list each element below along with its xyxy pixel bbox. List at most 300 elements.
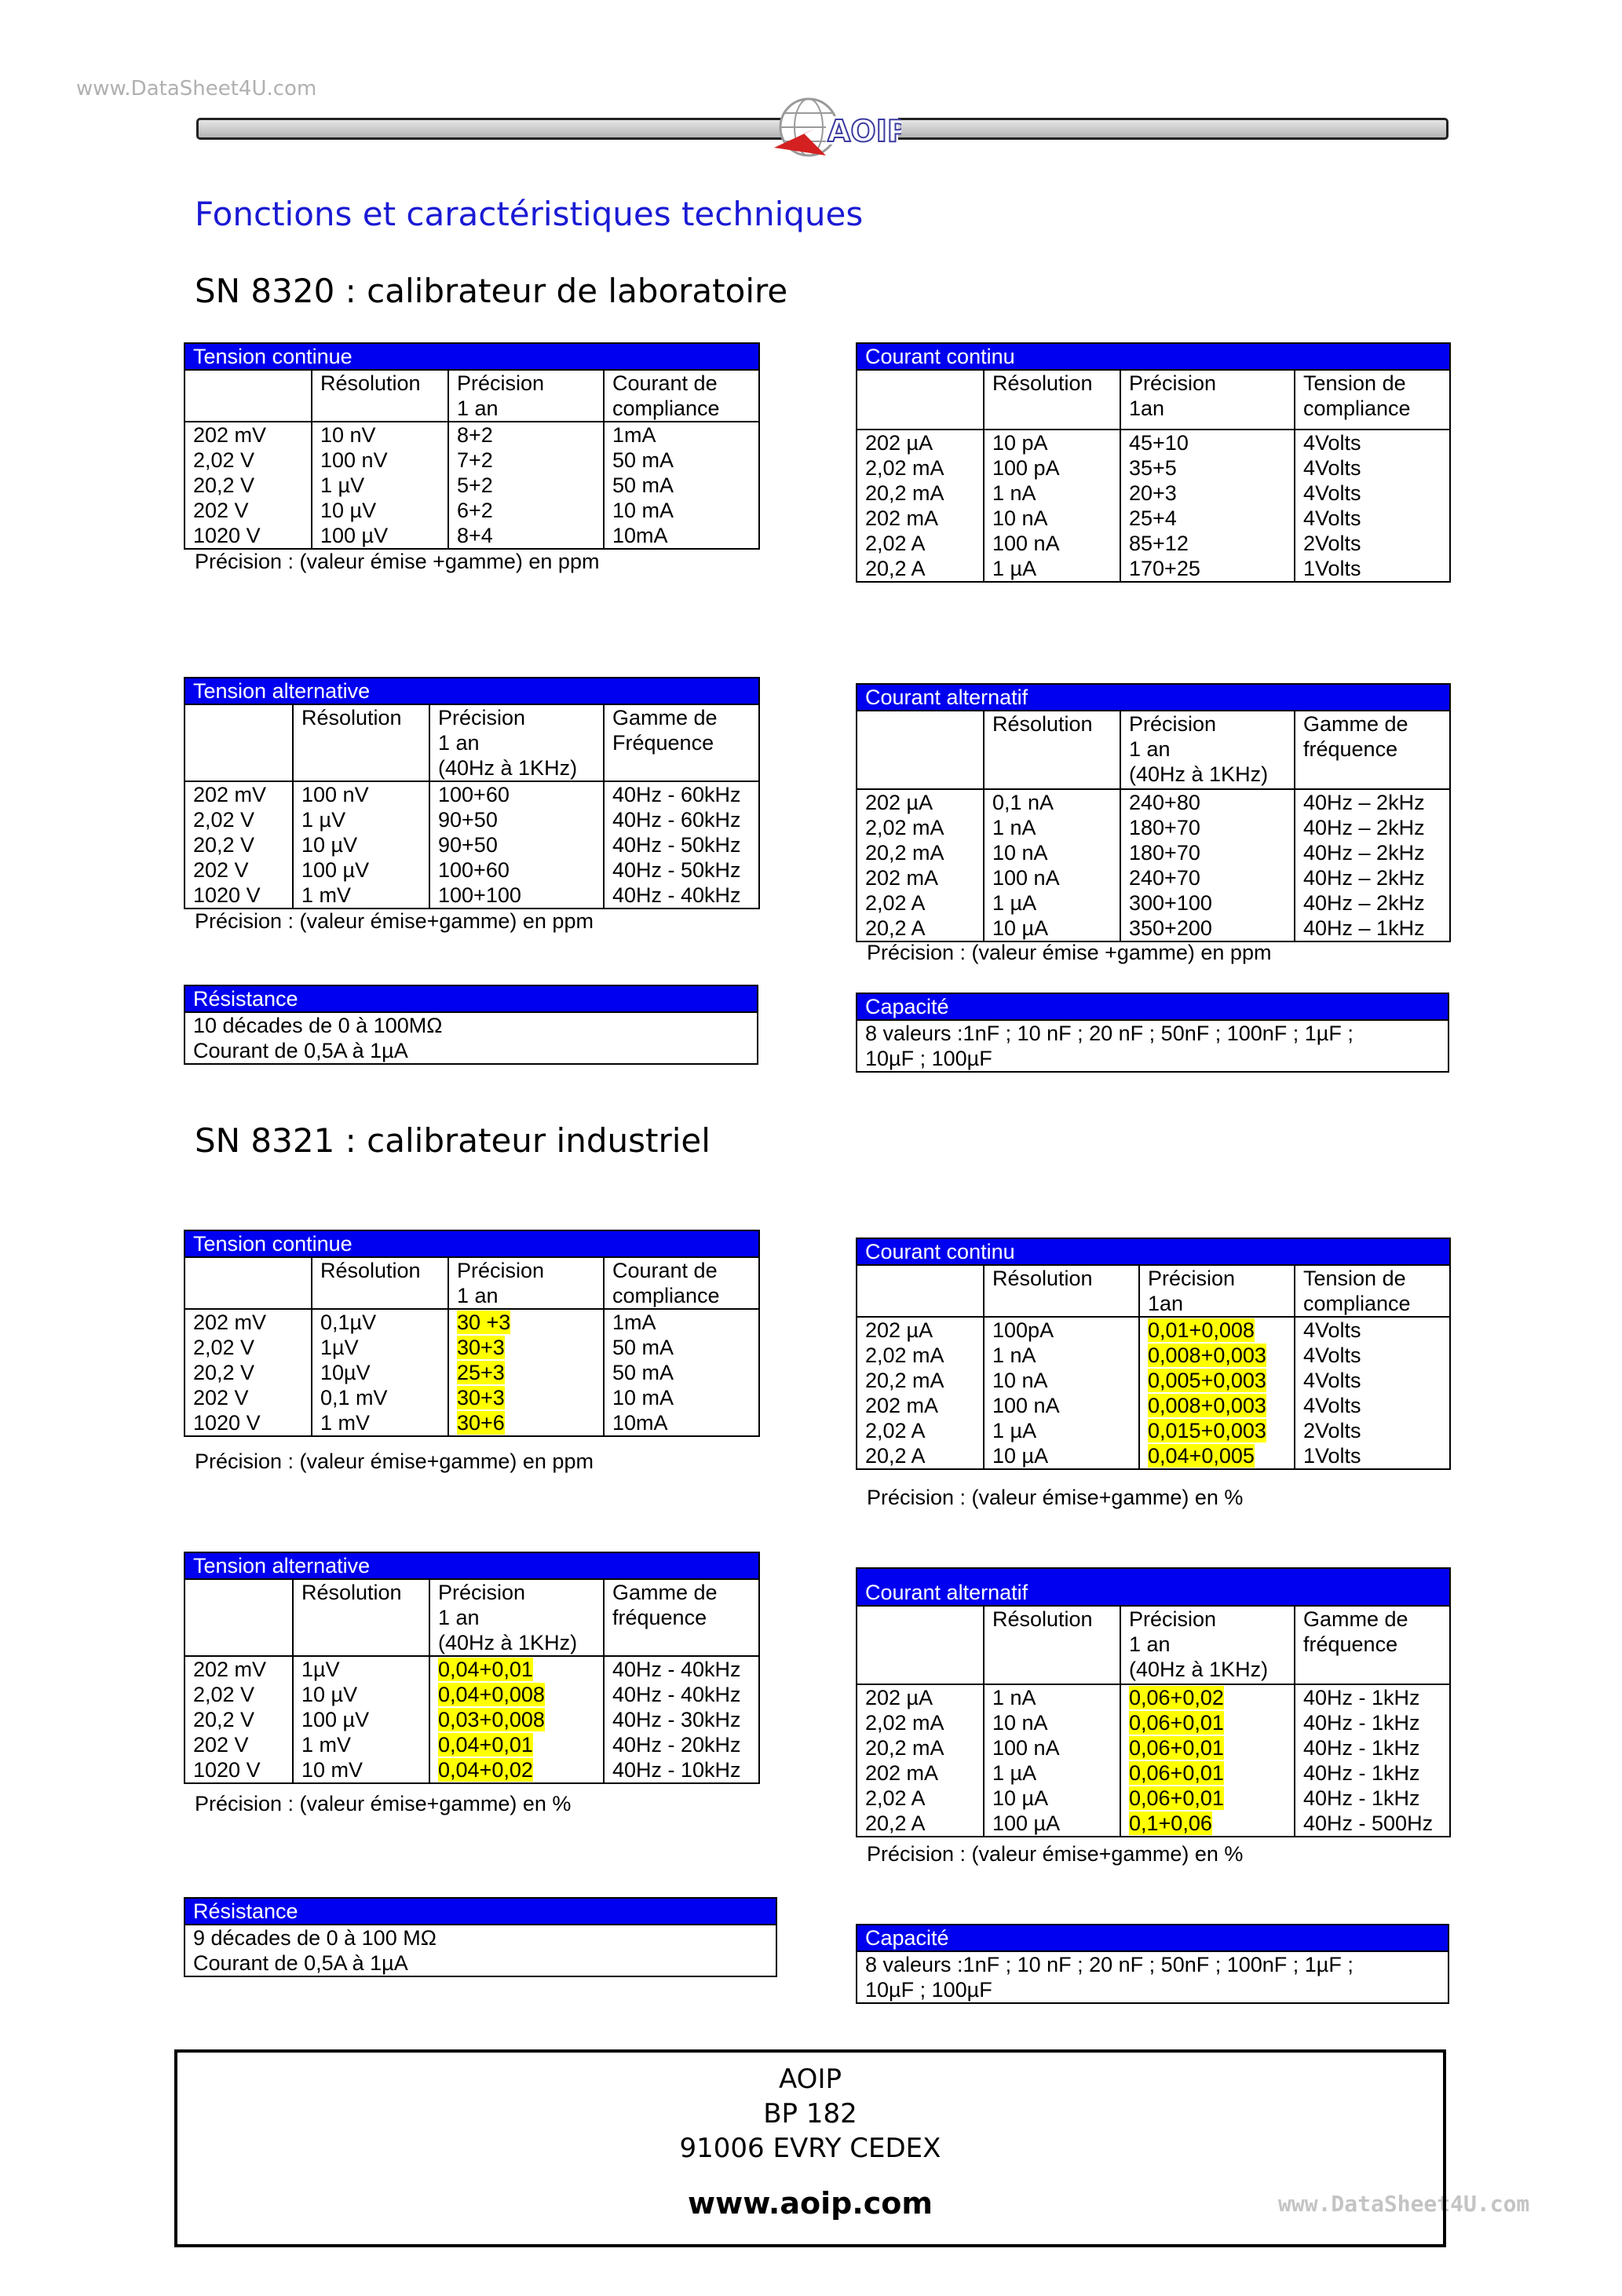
table-row — [857, 1684, 1450, 1710]
table-cell: 35+5 — [1120, 455, 1295, 481]
table-row — [184, 1360, 759, 1385]
table-cell: 2,02 A — [857, 1418, 984, 1443]
table-row — [184, 807, 759, 832]
sn8320-courant-continu-table — [856, 342, 1451, 583]
highlighted-value: 0,06+0,01 — [1129, 1761, 1224, 1785]
table-cell: 1mA — [604, 1309, 759, 1335]
table-cell — [429, 1757, 604, 1783]
table-cell: 100pA — [984, 1317, 1139, 1343]
highlighted-value: 0,06+0,01 — [1129, 1786, 1224, 1810]
table-cell: 180+70 — [1120, 840, 1295, 865]
table-cell: 100 nV — [293, 781, 429, 807]
table-row — [184, 857, 759, 883]
table-row — [857, 916, 1450, 941]
highlighted-value: 0,008+0,003 — [1148, 1344, 1266, 1367]
table-cell — [1139, 1317, 1295, 1343]
table-cell: 40Hz - 1kHz — [1295, 1786, 1450, 1811]
table-cell: 100 nA — [984, 1735, 1120, 1760]
sn8320-capacite-box — [856, 993, 1449, 1073]
table-cell: 4Volts — [1295, 1343, 1450, 1368]
table-cell: 1 µA — [984, 890, 1120, 916]
table-cell: 20,2 A — [857, 1443, 984, 1469]
table-cell: 40Hz - 20kHz — [604, 1732, 759, 1757]
table-cell: 40Hz - 40kHz — [604, 883, 759, 909]
table-cell: 4Volts — [1295, 1317, 1450, 1343]
table-cell — [1120, 1684, 1295, 1710]
box-caption: Capacité — [857, 994, 1448, 1021]
table-row — [857, 1368, 1450, 1393]
table-cell: 1 µA — [984, 1418, 1139, 1443]
highlighted-value: 30 +3 — [457, 1311, 511, 1334]
table-row — [184, 1335, 759, 1360]
table-cell: 300+100 — [1120, 890, 1295, 916]
table-cell: 2,02 mA — [857, 815, 984, 840]
table-row — [184, 448, 759, 473]
table-cell: 202 mA — [857, 1393, 984, 1418]
sn8320-courant-alternatif-note: Précision : (valeur émise +gamme) en ppm — [867, 941, 1272, 964]
table-row — [184, 498, 759, 523]
table-cell: 202 V — [184, 498, 312, 523]
table-row — [857, 430, 1450, 455]
table-cell: 10 µA — [984, 1786, 1120, 1811]
table-cell: 85+12 — [1120, 531, 1295, 556]
sn8320-title: SN 8320 : calibrateur de laboratoire — [195, 272, 788, 310]
table-cell: 40Hz – 2kHz — [1295, 815, 1450, 840]
table-cell: 10 mV — [293, 1757, 429, 1783]
table-cell: 10 µV — [293, 1682, 429, 1707]
table-cell: 100 µV — [312, 523, 448, 549]
table-cell: 20,2 A — [857, 1811, 984, 1837]
table-caption: Courant continu — [857, 1238, 1450, 1265]
footer-company: AOIP — [779, 2064, 842, 2095]
table-row — [184, 1707, 759, 1732]
sn8321-tension-alternative-note: Précision : (valeur émise+gamme) en % — [195, 1792, 572, 1815]
table-cell: 10 mA — [604, 498, 759, 523]
table-cell: 170+25 — [1120, 556, 1295, 582]
table-cell — [448, 1385, 604, 1410]
table-cell: 40Hz – 2kHz — [1295, 789, 1450, 815]
table-cell: 40Hz - 60kHz — [604, 781, 759, 807]
sn8321-courant-continu-table — [856, 1238, 1451, 1470]
footer-address-box — [174, 2049, 1446, 2247]
table-cell: 2Volts — [1295, 1418, 1450, 1443]
header-frequency: Gamme de Fréquence — [604, 704, 759, 781]
table-row — [857, 1343, 1450, 1368]
table-cell — [1139, 1443, 1295, 1469]
highlighted-value: 0,005+0,003 — [1148, 1369, 1266, 1392]
table-cell — [1139, 1343, 1295, 1368]
table-row — [857, 840, 1450, 865]
table-row — [857, 1710, 1450, 1735]
table-cell — [429, 1656, 604, 1682]
sn8320-resistance-box — [184, 985, 758, 1065]
box-caption: Capacité — [857, 1925, 1448, 1952]
table-cell: 1020 V — [184, 883, 293, 909]
table-cell — [1120, 1811, 1295, 1837]
table-cell: 40Hz – 2kHz — [1295, 840, 1450, 865]
highlighted-value: 0,04+0,01 — [438, 1733, 533, 1757]
table-cell: 100 pA — [984, 455, 1120, 481]
table-cell — [1139, 1393, 1295, 1418]
table-cell: 1 µA — [984, 1760, 1120, 1786]
table-cell: 1mA — [604, 422, 759, 448]
sn8320-tension-alternative-table — [184, 677, 760, 909]
sn8321-courant-alternatif-note: Précision : (valeur émise+gamme) en % — [867, 1842, 1244, 1866]
sn8320-courant-alternatif-table — [856, 683, 1451, 942]
table-cell — [448, 1360, 604, 1385]
table-cell: 1020 V — [184, 1410, 312, 1436]
table-row — [857, 1735, 1450, 1760]
header-frequency: Gamme de fréquence — [1295, 711, 1450, 789]
box-line: Courant de 0,5A à 1µA — [193, 1039, 408, 1062]
header-resolution: Résolution — [293, 1579, 429, 1656]
table-cell: 2,02 V — [184, 1335, 312, 1360]
box-line: 8 valeurs :1nF ; 10 nF ; 20 nF ; 50nF ; 100nF ; 1µF ; — [865, 1022, 1353, 1045]
header-resolution: Résolution — [984, 370, 1120, 430]
table-cell: 6+2 — [448, 498, 604, 523]
table-caption: Tension alternative — [184, 1552, 759, 1579]
table-caption: Tension alternative — [184, 678, 759, 704]
table-cell: 10 nA — [984, 1710, 1120, 1735]
table-cell: 40Hz – 1kHz — [1295, 916, 1450, 941]
table-cell: 50 mA — [604, 1360, 759, 1385]
table-cell: 4Volts — [1295, 481, 1450, 506]
table-row — [857, 890, 1450, 916]
table-cell: 1 µV — [293, 807, 429, 832]
table-row — [857, 455, 1450, 481]
table-cell — [1120, 1735, 1295, 1760]
table-cell: 100 µV — [293, 1707, 429, 1732]
header-resolution: Résolution — [312, 1257, 448, 1309]
table-cell: 10 nA — [984, 506, 1120, 531]
header-resolution: Résolution — [312, 370, 448, 422]
table-cell: 40Hz - 1kHz — [1295, 1735, 1450, 1760]
table-cell — [1120, 1760, 1295, 1786]
footer-city: 91006 EVRY CEDEX — [679, 2133, 941, 2164]
table-cell: 20,2 A — [857, 916, 984, 941]
table-row — [184, 1309, 759, 1335]
table-cell: 20,2 mA — [857, 1368, 984, 1393]
table-cell: 0,1µV — [312, 1309, 448, 1335]
table-row — [184, 781, 759, 807]
header-frequency: Gamme de fréquence — [1295, 1606, 1450, 1684]
header-precision: Précision 1 an (40Hz à 1KHz) — [429, 704, 604, 781]
table-cell: 10 mA — [604, 1385, 759, 1410]
table-cell — [448, 1335, 604, 1360]
table-cell: 2,02 mA — [857, 1710, 984, 1735]
table-cell: 20,2 A — [857, 556, 984, 582]
table-cell: 202 V — [184, 1732, 293, 1757]
box-line: 10µF ; 100µF — [865, 1978, 992, 2002]
table-cell: 240+70 — [1120, 865, 1295, 890]
header-precision: Précision 1 an — [448, 1257, 604, 1309]
table-cell: 10 pA — [984, 430, 1120, 455]
sn8321-title: SN 8321 : calibrateur industriel — [195, 1121, 711, 1160]
header-precision: Précision 1 an (40Hz à 1KHz) — [1120, 711, 1295, 789]
table-cell: 180+70 — [1120, 815, 1295, 840]
table-row — [857, 789, 1450, 815]
table-cell: 10 nA — [984, 1368, 1139, 1393]
table-cell: 4Volts — [1295, 430, 1450, 455]
sn8321-capacite-box — [856, 1924, 1449, 2004]
table-cell: 10 nV — [312, 422, 448, 448]
table-cell: 2,02 A — [857, 531, 984, 556]
table-row — [857, 1443, 1450, 1469]
table-cell: 1 mV — [293, 883, 429, 909]
table-cell — [448, 1309, 604, 1335]
box-line: 10 décades de 0 à 100MΩ — [193, 1014, 443, 1037]
highlighted-value: 30+3 — [457, 1336, 505, 1359]
header-compliance: Tension de compliance — [1295, 1265, 1450, 1317]
box-line: Courant de 0,5A à 1µA — [193, 1951, 408, 1975]
header-compliance: Courant de compliance — [604, 1257, 759, 1309]
table-cell: 2,02 V — [184, 807, 293, 832]
table-cell: 1Volts — [1295, 556, 1450, 582]
highlighted-value: 0,06+0,01 — [1129, 1736, 1224, 1760]
table-row — [857, 1317, 1450, 1343]
highlighted-value: 0,06+0,01 — [1129, 1711, 1224, 1735]
table-cell: 2,02 V — [184, 1682, 293, 1707]
table-cell: 1µV — [312, 1335, 448, 1360]
table-cell: 2,02 mA — [857, 1343, 984, 1368]
table-row — [857, 506, 1450, 531]
table-caption: Tension continue — [184, 343, 759, 370]
sn8321-tension-continue-note: Précision : (valeur émise+gamme) en ppm — [195, 1450, 594, 1473]
table-cell: 90+50 — [429, 807, 604, 832]
table-cell: 10 µA — [984, 1443, 1139, 1469]
highlighted-value: 30+6 — [457, 1411, 505, 1435]
table-cell: 20,2 mA — [857, 840, 984, 865]
box-line: 8 valeurs :1nF ; 10 nF ; 20 nF ; 50nF ; 100nF ; 1µF ; — [865, 1953, 1353, 1976]
table-cell: 8+2 — [448, 422, 604, 448]
table-row — [857, 1786, 1450, 1811]
header-precision: Précision 1an — [1139, 1265, 1295, 1317]
logo-text: AOIP — [827, 114, 901, 148]
header-precision: Précision 1 an (40Hz à 1KHz) — [1120, 1606, 1295, 1684]
highlighted-value: 0,01+0,008 — [1148, 1318, 1255, 1342]
table-cell: 20,2 mA — [857, 481, 984, 506]
table-row — [857, 1393, 1450, 1418]
table-cell: 1 mV — [293, 1732, 429, 1757]
header-precision: Précision 1 an — [448, 370, 604, 422]
table-cell: 20+3 — [1120, 481, 1295, 506]
table-cell — [429, 1682, 604, 1707]
table-cell: 100 nV — [312, 448, 448, 473]
table-cell: 20,2 V — [184, 832, 293, 857]
table-cell: 40Hz - 50kHz — [604, 857, 759, 883]
table-cell: 100 µV — [293, 857, 429, 883]
table-cell: 40Hz - 40kHz — [604, 1682, 759, 1707]
table-cell: 4Volts — [1295, 455, 1450, 481]
table-cell: 10 µA — [984, 916, 1120, 941]
table-cell — [1120, 1786, 1295, 1811]
table-cell: 202 mA — [857, 1760, 984, 1786]
table-cell: 100 µA — [984, 1811, 1120, 1837]
table-cell: 20,2 V — [184, 473, 312, 498]
header-frequency: Gamme de fréquence — [604, 1579, 759, 1656]
table-row — [184, 1682, 759, 1707]
watermark-bottom: www.DataSheet4U.com — [1278, 2191, 1530, 2217]
table-cell: 1020 V — [184, 1757, 293, 1783]
table-cell: 40Hz - 1kHz — [1295, 1710, 1450, 1735]
table-cell — [1139, 1368, 1295, 1393]
table-cell: 90+50 — [429, 832, 604, 857]
table-cell: 10µV — [312, 1360, 448, 1385]
table-cell: 2,02 A — [857, 1786, 984, 1811]
table-cell: 2,02 mA — [857, 455, 984, 481]
table-cell — [1139, 1418, 1295, 1443]
box-line: 9 décades de 0 à 100 MΩ — [193, 1926, 437, 1950]
table-cell: 202 µA — [857, 1684, 984, 1710]
table-cell: 40Hz - 1kHz — [1295, 1684, 1450, 1710]
table-caption: Courant alternatif — [857, 684, 1450, 711]
highlighted-value: 0,04+0,02 — [438, 1758, 533, 1782]
sn8321-courant-continu-note: Précision : (valeur émise+gamme) en % — [867, 1486, 1244, 1509]
table-row — [184, 473, 759, 498]
sn8321-courant-alternatif-table — [856, 1567, 1451, 1837]
header-compliance: Tension de compliance — [1295, 370, 1450, 430]
table-cell: 0,1 mV — [312, 1385, 448, 1410]
table-cell: 4Volts — [1295, 1393, 1450, 1418]
table-cell: 2,02 V — [184, 448, 312, 473]
sn8321-tension-alternative-table — [184, 1552, 760, 1784]
table-row — [857, 1418, 1450, 1443]
table-row — [184, 883, 759, 909]
table-cell: 350+200 — [1120, 916, 1295, 941]
header-resolution: Résolution — [293, 704, 429, 781]
table-cell: 1µV — [293, 1656, 429, 1682]
table-cell: 202 µA — [857, 789, 984, 815]
table-cell: 40Hz – 2kHz — [1295, 865, 1450, 890]
table-cell: 1 nA — [984, 815, 1120, 840]
table-cell: 100 nA — [984, 1393, 1139, 1418]
table-cell: 202 mV — [184, 781, 293, 807]
table-cell: 0,1 nA — [984, 789, 1120, 815]
watermark-top: www.DataSheet4U.com — [76, 77, 317, 101]
table-row — [857, 531, 1450, 556]
table-cell: 10 µV — [312, 498, 448, 523]
table-row — [857, 865, 1450, 890]
header-resolution: Résolution — [984, 1265, 1139, 1317]
table-cell: 202 mA — [857, 506, 984, 531]
table-cell: 10 µV — [293, 832, 429, 857]
table-row — [857, 556, 1450, 582]
table-cell: 100+100 — [429, 883, 604, 909]
table-cell: 202 µA — [857, 430, 984, 455]
table-cell: 7+2 — [448, 448, 604, 473]
table-caption: Courant continu — [857, 343, 1450, 370]
highlighted-value: 0,1+0,06 — [1129, 1812, 1212, 1835]
highlighted-value: 0,015+0,003 — [1148, 1419, 1266, 1442]
highlighted-value: 0,03+0,008 — [438, 1708, 545, 1731]
table-cell: 4Volts — [1295, 1368, 1450, 1393]
table-row — [184, 832, 759, 857]
table-cell: 240+80 — [1120, 789, 1295, 815]
table-cell: 40Hz - 40kHz — [604, 1656, 759, 1682]
table-cell — [429, 1732, 604, 1757]
table-cell: 10mA — [604, 523, 759, 549]
table-cell: 50 mA — [604, 1335, 759, 1360]
footer-website-link[interactable]: www.aoip.com — [688, 2186, 933, 2221]
table-cell: 20,2 V — [184, 1707, 293, 1732]
page-title: Fonctions et caractéristiques techniques — [195, 195, 864, 233]
table-cell: 40Hz – 2kHz — [1295, 890, 1450, 916]
header-compliance: Courant de compliance — [604, 370, 759, 422]
table-cell: 1 nA — [984, 1684, 1120, 1710]
table-cell: 100 nA — [984, 865, 1120, 890]
table-cell: 2Volts — [1295, 531, 1450, 556]
table-cell: 2,02 A — [857, 890, 984, 916]
table-cell: 50 mA — [604, 448, 759, 473]
table-row — [857, 815, 1450, 840]
table-cell: 100+60 — [429, 781, 604, 807]
table-cell — [448, 1410, 604, 1436]
table-cell: 1 µA — [984, 556, 1120, 582]
table-cell: 10mA — [604, 1410, 759, 1436]
table-row — [857, 481, 1450, 506]
table-cell: 202 V — [184, 1385, 312, 1410]
highlighted-value: 0,06+0,02 — [1129, 1686, 1224, 1709]
sn8320-tension-continue-table — [184, 342, 760, 550]
table-cell: 1 nA — [984, 1343, 1139, 1368]
table-cell: 202 mV — [184, 422, 312, 448]
table-cell: 25+4 — [1120, 506, 1295, 531]
table-cell: 202 V — [184, 857, 293, 883]
table-cell — [429, 1707, 604, 1732]
sn8321-resistance-box — [184, 1897, 777, 1977]
table-caption: Courant alternatif — [857, 1568, 1450, 1606]
table-cell: 40Hz - 50kHz — [604, 832, 759, 857]
table-cell: 45+10 — [1120, 430, 1295, 455]
table-cell: 100 nA — [984, 531, 1120, 556]
header-precision: Précision 1an — [1120, 370, 1295, 430]
sn8321-tension-continue-table — [184, 1230, 760, 1437]
table-cell: 1 µV — [312, 473, 448, 498]
table-cell: 40Hz - 60kHz — [604, 807, 759, 832]
highlighted-value: 0,04+0,005 — [1148, 1444, 1255, 1468]
sn8320-tension-alternative-note: Précision : (valeur émise+gamme) en ppm — [195, 909, 594, 933]
highlighted-value: 0,008+0,003 — [1148, 1394, 1266, 1417]
table-cell: 202 mV — [184, 1656, 293, 1682]
table-cell: 8+4 — [448, 523, 604, 549]
table-cell: 202 mV — [184, 1309, 312, 1335]
table-cell: 20,2 V — [184, 1360, 312, 1385]
table-row — [184, 1656, 759, 1682]
box-caption: Résistance — [185, 986, 757, 1013]
table-row — [857, 1760, 1450, 1786]
highlighted-value: 30+3 — [457, 1386, 505, 1409]
table-cell: 1 nA — [984, 481, 1120, 506]
table-cell: 20,2 mA — [857, 1735, 984, 1760]
table-cell: 100+60 — [429, 857, 604, 883]
box-line: 10µF ; 100µF — [865, 1047, 992, 1070]
table-cell: 1 mV — [312, 1410, 448, 1436]
table-cell: 202 µA — [857, 1317, 984, 1343]
table-cell — [1120, 1710, 1295, 1735]
header-resolution: Résolution — [984, 711, 1120, 789]
box-caption: Résistance — [185, 1899, 776, 1925]
table-row — [857, 1811, 1450, 1837]
table-cell: 202 mA — [857, 865, 984, 890]
header-precision: Précision 1 an (40Hz à 1KHz) — [429, 1579, 604, 1656]
table-cell: 10 nA — [984, 840, 1120, 865]
table-row — [184, 1410, 759, 1436]
table-row — [184, 523, 759, 549]
table-caption: Tension continue — [184, 1230, 759, 1257]
table-cell: 40Hz - 500Hz — [1295, 1811, 1450, 1837]
highlighted-value: 25+3 — [457, 1361, 505, 1384]
highlighted-value: 0,04+0,01 — [438, 1658, 533, 1681]
